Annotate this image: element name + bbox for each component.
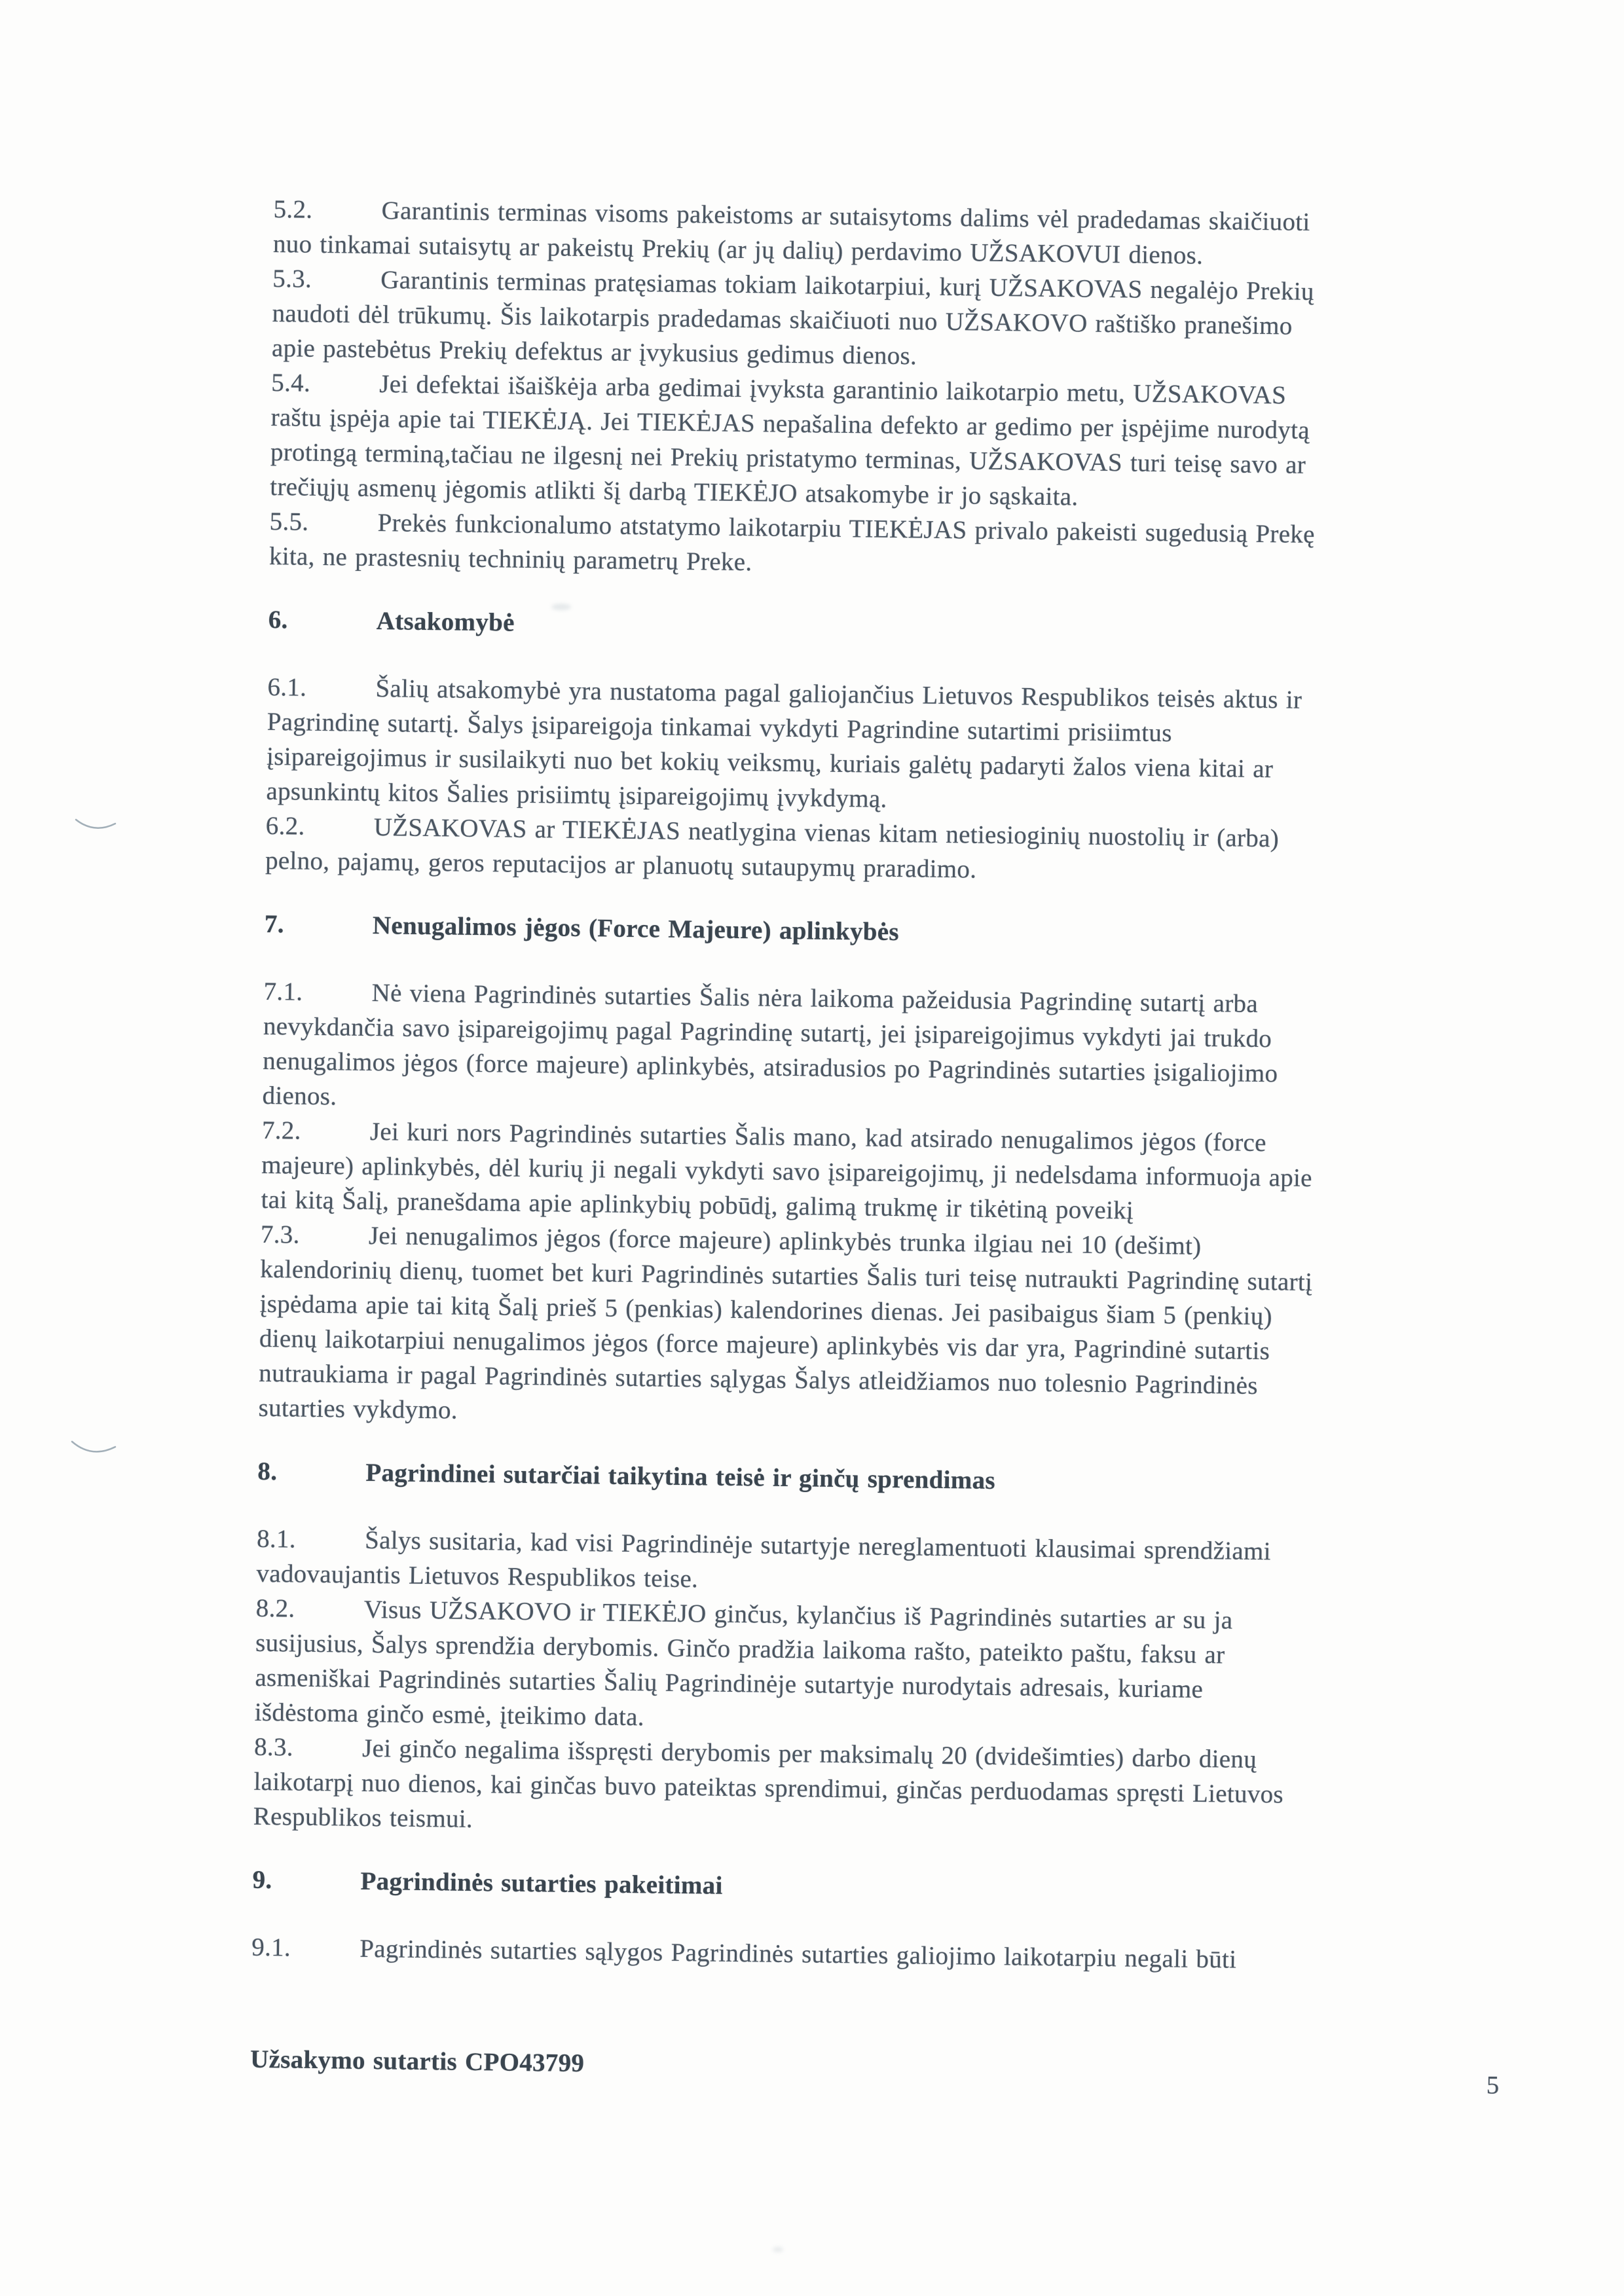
section-heading [265, 907, 1549, 958]
clause-text: Jei ginčo negalima išspręsti derybomis per maksimalų 20 (dvidešimties) darbo dienų [361, 1734, 1257, 1774]
section-title: Nenugalimos jėgos (Force Majeure) aplinkybės [372, 911, 900, 947]
clause-text: nenugalimos jėgos (force majeure) aplinkybės, atsiradusios po Pagrindinės sutarties įsigaliojimo [263, 1046, 1278, 1088]
clause-text: sutarties vykdymo. [258, 1393, 458, 1425]
clause-text: Nė viena Pagrindinės sutarties Šalis nėra laikoma pažeidusia Pagrindinę sutartį arba [371, 978, 1259, 1018]
section-title: Pagrindinės sutarties pakeitimai [360, 1867, 723, 1900]
clause-text: Visus UŽSAKOVO ir TIEKĖJO ginčus, kylančius iš Pagrindinės sutarties ar su ja [363, 1595, 1233, 1635]
clause-number: 6.1. [267, 672, 307, 702]
clause-text: apie pastebėtus Prekių defektus ar įvykusius gedimus dienos. [271, 333, 917, 371]
clause-number: 8.2. [255, 1594, 295, 1623]
clause-text: Jei nenugalimos jėgos (force majeure) aplinkybės trunka ilgiau nei 10 (dešimt) [368, 1221, 1202, 1260]
clause-text: Šalių atsakomybė yra nustatoma pagal galiojančius Lietuvos Respublikos teisės aktus ir [375, 674, 1302, 714]
clause-text: nevykdančia savo įsipareigojimų pagal Pagrindinę sutartį, jei įsipareigojimus vykdyti jai trukdo [263, 1011, 1272, 1053]
clause-text: susijusius, Šalys sprendžia derybomis. Ginčo pradžia laikoma rašto, pateikto paštu, faksu ar [255, 1628, 1225, 1669]
scan-arc-mark [71, 1439, 117, 1459]
clause-number: 7.3. [260, 1220, 300, 1249]
clause-text: Šalys susitaria, kad visi Pagrindinėje sutartyje nereglamentuoti klausimai sprendžiami [364, 1525, 1272, 1566]
clause-text: Jei defektai išaiškėja arba gedimai įvyksta garantinio laikotarpio metu, UŽSAKOVAS [379, 370, 1287, 410]
clause-text: naudoti dėl trūkumų. Šis laikotarpis pradedamas skaičiuoti nuo UŽSAKOVO raštiško pranešimo [272, 299, 1293, 340]
clause-text: Pagrindinę sutartį. Šalys įsipareigoja tinkamai vykdyti Pagrindine sutartimi prisiimtus [267, 707, 1173, 748]
section-heading [268, 602, 1552, 653]
clause-number: 5.5. [269, 507, 309, 536]
clause-number: 6.2. [265, 811, 305, 841]
clause-number: 8.3. [253, 1732, 294, 1762]
clause-text: raštu įspėja apie tai TIEKĖJĄ. Jei TIEKĖJAS nepašalina defekto ar gedimo per įspėjime nurodytą [270, 403, 1310, 445]
section-title: Pagrindinei sutarčiai taikytina teisė ir ginčų sprendimas [365, 1458, 996, 1495]
clause-text: Garantinis terminas pratęsiamas tokiam laikotarpiui, kurį UŽSAKOVAS negalėjo Prekių [380, 266, 1314, 306]
clause-text: Respublikos teismui. [253, 1802, 473, 1834]
clause-text: kita, ne prastesnių techninių parametrų Preke. [268, 541, 752, 577]
clause-text: tai kitą Šalį, pranešdama apie aplinkybių pobūdį, galimą trukmę ir tikėtiną poveikį [261, 1185, 1134, 1225]
section-number: 8. [257, 1457, 278, 1486]
section-heading [257, 1454, 1541, 1505]
clause-text: asmeniškai Pagrindinės sutarties Šalių Pagrindinėje sutartyje nurodytais adresais, kuriame [255, 1663, 1204, 1704]
clause-first-line [251, 1930, 1536, 1981]
clause-text: Jei kuri nors Pagrindinės sutarties Šalis mano, kad atsirado nenugalimos jėgos (force [369, 1117, 1267, 1157]
clause-text: Garantinis terminas visoms pakeistoms ar sutaisytoms dalims vėl pradedamas skaičiuoti [381, 196, 1310, 236]
clause-number: 7.2. [261, 1116, 301, 1145]
section-heading [252, 1863, 1536, 1914]
clause-text: laikotarpį nuo dienos, kai ginčas buvo pateiktas sprendimui, ginčas perduodamas spręsti Lietuvos [253, 1767, 1284, 1809]
clause-text: vadovaujantis Lietuvos Respublikos teise. [256, 1559, 699, 1594]
clause-text: dienų laikotarpiui nenugalimos jėgos (force majeure) aplinkybės vis dar yra, Pagrindinė sutartis [259, 1324, 1270, 1366]
clause-text: Prekės funkcionalumo atstatymo laikotarpiu TIEKĖJAS privalo pakeisti sugedusią Prekę [377, 509, 1316, 549]
clause-number: 7.1. [263, 977, 303, 1006]
clause-text: trečiųjų asmenų jėgomis atlikti šį darbą TIEKĖJO atsakomybe ir jo sąskaita. [270, 472, 1079, 511]
footer-contract-label: Užsakymo sutartis CPO43799 [249, 2045, 585, 2078]
clause-number: 5.3. [272, 264, 312, 293]
scan-arc-mark [75, 817, 117, 834]
clause-text: majeure) aplinkybės, dėl kurių ji negali vykdyti savo įsipareigojimų, ji nedelsdama informuoja apie [261, 1150, 1313, 1193]
clause-number: 9.1. [251, 1933, 291, 1962]
clause-text: apsunkintų kitos Šalies prisiimtų įsipareigojimų įvykdymą. [266, 776, 887, 813]
clause-text: nutraukiama ir pagal Pagrindinės sutarties sąlygas Šalys atleidžiamos nuo tolesnio Pagrindinės [259, 1358, 1259, 1400]
clause-number: 5.4. [271, 368, 311, 397]
section-number: 7. [264, 909, 285, 939]
clause-text: įsipareigojimus ir susilaikyti nuo bet kokių veiksmų, kuriais galėtų padaryti žalos viena kitai ar [266, 742, 1274, 784]
clause-text: dienos. [262, 1081, 337, 1111]
section-title: Atsakomybė [376, 607, 515, 637]
clause-text: nuo tinkamai sutaisytų ar pakeistų Prekių (ar jų dalių) perdavimo UŽSAKOVUI dienos. [272, 229, 1204, 270]
section-number: 6. [268, 605, 288, 634]
clause-number: 5.2. [273, 194, 313, 224]
clause-text: pelno, pajamų, geros reputacijos ar planuotų sutaupymų praradimo. [265, 846, 977, 884]
clause-text: kalendorinių dienų, tuomet bet kuri Pagrindinės sutarties Šalis turi teisę nutraukti Pagrindinę sutartį [260, 1254, 1313, 1297]
page-number: 5 [1486, 2071, 1500, 2100]
section-number: 9. [252, 1865, 272, 1895]
clause-text: Pagrindinės sutarties sąlygos Pagrindinės sutarties galiojimo laikotarpiu negali būti [360, 1934, 1237, 1974]
clause-text: įspėdama apie tai kitą Šalį prieš 5 (penkias) kalendorines dienas. Jei pasibaigus šiam 5 (penkių) [259, 1289, 1273, 1331]
clause-text: protingą terminą,tačiau ne ilgesnį nei Prekių pristatymo terminas, UŽSAKOVAS turi teisę savo ar [270, 437, 1306, 479]
clause-text: UŽSAKOVAS ar TIEKĖJAS neatlygina vienas kitam netiesioginių nuostolių ir (arba) [373, 812, 1280, 853]
document-body [249, 192, 1557, 2100]
clause-number: 8.1. [256, 1524, 297, 1554]
scan-smudge [773, 2247, 783, 2252]
clause-text: išdėstoma ginčo esmė, įteikimo data. [254, 1698, 645, 1732]
